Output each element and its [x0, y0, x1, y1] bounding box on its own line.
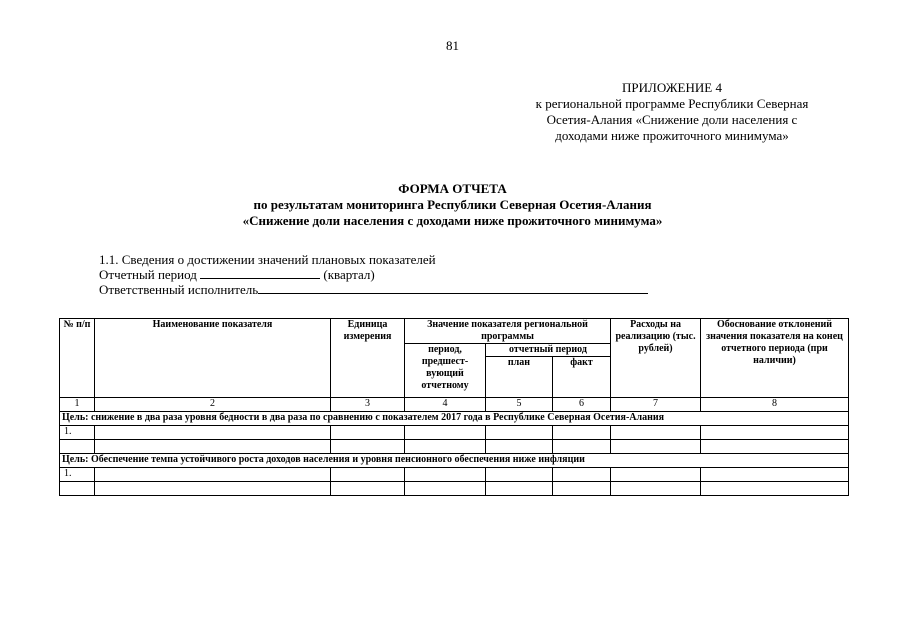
- table-cell[interactable]: [701, 468, 849, 482]
- table-cell[interactable]: [95, 468, 331, 482]
- appendix-line-1: к региональной программе Республики Северная: [535, 96, 809, 111]
- table-cell[interactable]: [611, 468, 701, 482]
- executor-line: [99, 282, 739, 297]
- appendix-line-2: Осетия-Алания «Снижение доли населения с: [546, 112, 798, 127]
- executor-blank[interactable]: [258, 282, 648, 294]
- table-cell[interactable]: [701, 440, 849, 454]
- header-num: № п/п: [60, 319, 95, 398]
- table-cell[interactable]: [701, 482, 849, 496]
- table-cell[interactable]: [331, 426, 405, 440]
- column-number-7: 7: [611, 398, 701, 412]
- table-cell[interactable]: [95, 426, 331, 440]
- table-cell[interactable]: [611, 440, 701, 454]
- form-subtitle-2: «Снижение доли населения с доходами ниже прожиточного минимума»: [242, 213, 663, 228]
- column-number-8: 8: [701, 398, 849, 412]
- section-heading: 1.1. Сведения о достижении значений плановых показателей: [99, 252, 436, 267]
- table-cell[interactable]: [405, 468, 486, 482]
- column-number-5: 5: [486, 398, 553, 412]
- header-justification: Обоснование отклонений значения показателя на конец отчетного периода (при наличии): [701, 319, 849, 398]
- table-cell[interactable]: [486, 440, 553, 454]
- column-number-1: 1: [60, 398, 95, 412]
- header-value: Значение показателя региональной программы: [405, 319, 611, 344]
- table-cell[interactable]: [60, 482, 95, 496]
- column-number-3: 3: [331, 398, 405, 412]
- table-cell[interactable]: [611, 482, 701, 496]
- period-suffix: (квартал): [323, 267, 375, 282]
- period-blank[interactable]: [200, 267, 320, 279]
- appendix-title: ПРИЛОЖЕНИЕ 4: [622, 80, 722, 95]
- column-number-2: 2: [95, 398, 331, 412]
- header-current-period: отчетный период: [486, 344, 611, 357]
- table-cell[interactable]: [405, 426, 486, 440]
- report-table: [59, 318, 849, 496]
- table-cell[interactable]: [553, 482, 611, 496]
- table-cell[interactable]: [60, 440, 95, 454]
- appendix-block: [497, 80, 847, 144]
- header-fact: факт: [553, 357, 611, 398]
- table-cell[interactable]: [405, 440, 486, 454]
- goal-row-2: Цель: Обеспечение темпа устойчивого роста доходов населения и уровня пенсионного обеспечения ниже инфляции: [60, 454, 849, 468]
- goal2-item-num: 1.: [60, 468, 95, 482]
- executor-label: Ответственный исполнитель: [99, 282, 259, 297]
- table-cell[interactable]: [95, 440, 331, 454]
- table-cell[interactable]: [486, 482, 553, 496]
- table-cell[interactable]: [486, 468, 553, 482]
- column-number-6: 6: [553, 398, 611, 412]
- table-cell[interactable]: [331, 468, 405, 482]
- form-title: ФОРМА ОТЧЕТА: [398, 181, 507, 196]
- table-cell[interactable]: [611, 426, 701, 440]
- table-cell[interactable]: [331, 482, 405, 496]
- header-unit: Единица измерения: [331, 319, 405, 398]
- table-cell[interactable]: [701, 426, 849, 440]
- table-cell[interactable]: [553, 468, 611, 482]
- period-line: [99, 267, 739, 282]
- appendix-line-3: доходами ниже прожиточного минимума»: [555, 128, 789, 143]
- goal-row-1: Цель: снижение в два раза уровня бедности в два раза по сравнению с показателем 2017 года в Республике Северная Осетия-Алания: [60, 412, 849, 426]
- form-title-block: [0, 181, 905, 229]
- table-cell[interactable]: [553, 426, 611, 440]
- table-cell[interactable]: [95, 482, 331, 496]
- form-subtitle-1: по результатам мониторинга Республики Северная Осетия-Алания: [253, 197, 652, 212]
- table-cell[interactable]: [553, 440, 611, 454]
- table-cell[interactable]: [486, 426, 553, 440]
- table-cell[interactable]: [405, 482, 486, 496]
- goal1-item-num: 1.: [60, 426, 95, 440]
- intro-block: [99, 252, 739, 297]
- header-expenses: Расходы на реализацию (тыс. рублей): [611, 319, 701, 398]
- table-cell[interactable]: [331, 440, 405, 454]
- header-prev-period: период, предшест-вующий отчетному: [405, 344, 486, 398]
- header-plan: план: [486, 357, 553, 398]
- header-name: Наименование показателя: [95, 319, 331, 398]
- column-number-4: 4: [405, 398, 486, 412]
- page-number: 81: [446, 38, 459, 53]
- period-label: Отчетный период: [99, 267, 197, 282]
